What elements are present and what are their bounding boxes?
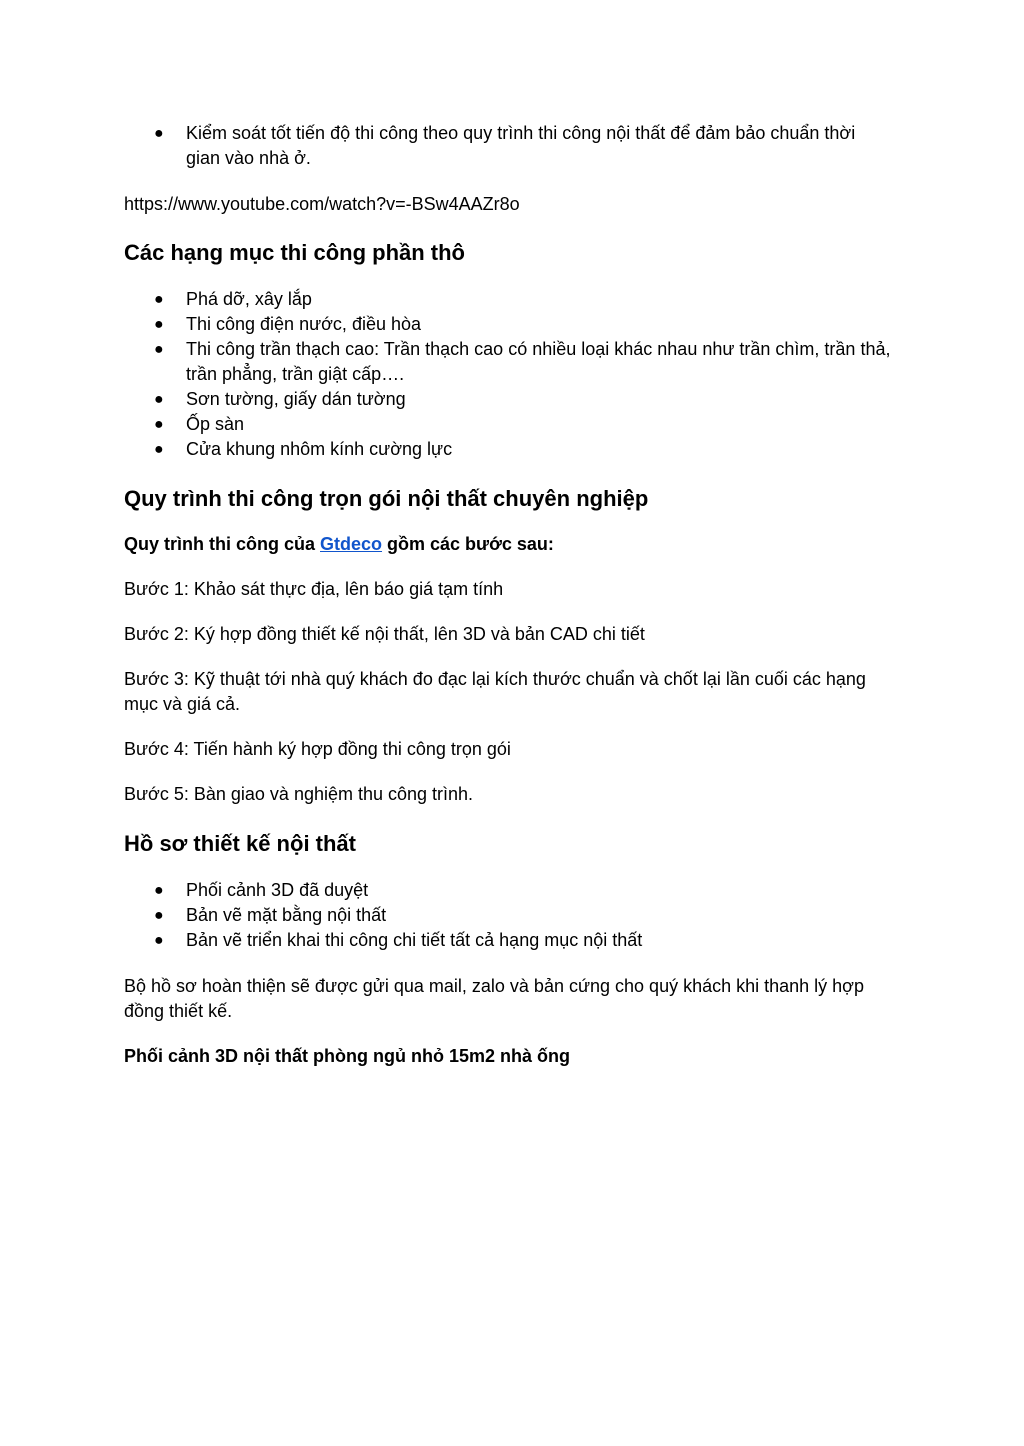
list-item: ● Bản vẽ triển khai thi công chi tiết tất cả hạng mục nội thất xyxy=(124,928,894,953)
rough-work-list xyxy=(124,287,894,462)
bullet-icon: ● xyxy=(154,416,164,433)
bullet-icon: ● xyxy=(154,125,164,142)
process-intro: Quy trình thi công của Gtdeco gồm các bước sau: xyxy=(124,534,554,554)
list-item: ● Thi công điện nước, điều hòa xyxy=(124,312,894,337)
bullet-icon: ● xyxy=(154,907,164,924)
list-item: ● Thi công trần thạch cao: Trần thạch cao có nhiều loại khác nhau như trần chìm, trần thả, trần phẳng, trần giật cấp…. xyxy=(154,339,891,384)
step-5: Bước 5: Bàn giao và nghiệm thu công trình. xyxy=(124,784,474,804)
bullet-icon: ● xyxy=(154,441,164,458)
gtdeco-link[interactable]: Gtdeco xyxy=(320,534,383,554)
document-body xyxy=(124,121,894,1069)
bullet-icon: ● xyxy=(154,882,164,899)
section-heading-rough-work: Các hạng mục thi công phần thô xyxy=(124,240,465,265)
section-heading-process: Quy trình thi công trọn gói nội thất chuyên nghiệp xyxy=(124,486,649,511)
dossier-paragraph: Bộ hồ sơ hoàn thiện sẽ được gửi qua mail, zalo và bản cứng cho quý khách khi thanh lý hợp đồng thiết kế. xyxy=(124,976,864,1021)
bullet-icon: ● xyxy=(154,391,164,408)
bullet-icon: ● xyxy=(154,316,164,333)
list-item: ● Phối cảnh 3D đã duyệt xyxy=(124,878,894,903)
step-2: Bước 2: Ký hợp đồng thiết kế nội thất, lên 3D và bản CAD chi tiết xyxy=(124,624,645,644)
list-item: ● Ốp sàn xyxy=(124,412,894,437)
bullet-icon: ● xyxy=(154,932,164,949)
top-bullet-list xyxy=(124,121,894,171)
list-item: ● Bản vẽ mặt bằng nội thất xyxy=(124,903,894,928)
youtube-url: https://www.youtube.com/watch?v=-BSw4AAZr8o xyxy=(124,194,520,214)
list-item: ● Phá dỡ, xây lắp xyxy=(124,287,894,312)
list-item: ● Kiểm soát tốt tiến độ thi công theo quy trình thi công nội thất để đảm bảo chuẩn thời gian vào nhà ở. xyxy=(154,123,856,168)
list-item: ● Sơn tường, giấy dán tường xyxy=(124,387,894,412)
list-item: ● Cửa khung nhôm kính cường lực xyxy=(124,437,894,462)
design-dossier-list xyxy=(124,878,894,953)
image-caption: Phối cảnh 3D nội thất phòng ngủ nhỏ 15m2 nhà ống xyxy=(124,1046,570,1066)
bullet-icon: ● xyxy=(154,291,164,308)
step-4: Bước 4: Tiến hành ký hợp đồng thi công trọn gói xyxy=(124,739,511,759)
step-1: Bước 1: Khảo sát thực địa, lên báo giá tạm tính xyxy=(124,579,504,599)
bullet-icon: ● xyxy=(154,341,164,358)
step-3: Bước 3: Kỹ thuật tới nhà quý khách đo đạc lại kích thước chuẩn và chốt lại lần cuối các hạng mục và giá cả. xyxy=(124,669,866,714)
section-heading-design-dossier: Hồ sơ thiết kế nội thất xyxy=(124,831,356,856)
